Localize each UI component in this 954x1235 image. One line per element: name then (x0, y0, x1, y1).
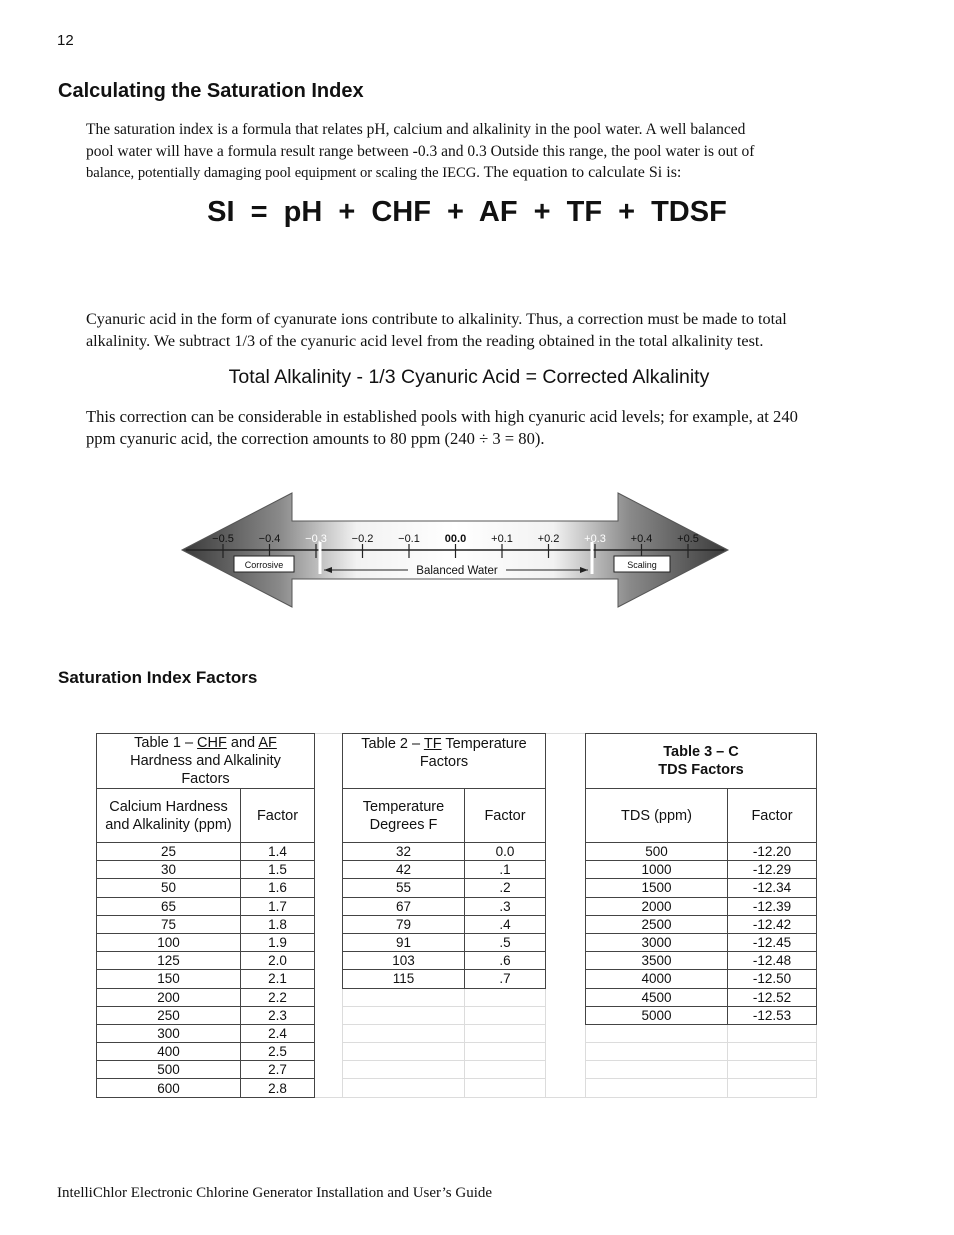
table-cell-value: 4000 (586, 970, 728, 988)
table-row (97, 1024, 315, 1042)
table-cell-value: 65 (97, 897, 241, 915)
table1-col-calcium: Calcium Hardness and Alkalinity (ppm) (97, 789, 241, 843)
table-row (586, 1079, 817, 1097)
table-row (343, 988, 546, 1006)
balanced-water-label: Balanced Water (416, 565, 498, 577)
table1-body (97, 843, 315, 1098)
table-row (97, 1079, 315, 1097)
table-cell-value: 100 (97, 933, 241, 951)
si-equation: SI = pH + CHF + AF + TF + TDSF (207, 196, 727, 228)
table-cell-factor: -12.50 (728, 970, 817, 988)
scale-tick-label: +0.4 (630, 533, 653, 545)
table-cell-empty (343, 1024, 465, 1042)
table-cell-factor: 2.5 (241, 1043, 315, 1061)
table-row (586, 1043, 817, 1061)
table-row (586, 861, 817, 879)
table-row (343, 843, 546, 861)
table2-body (343, 843, 546, 1098)
table-cell-empty (465, 1006, 546, 1024)
table-cell-empty (465, 1024, 546, 1042)
scale-tick-label: −0.1 (398, 533, 420, 545)
table-row (586, 915, 817, 933)
table-cell-value: 250 (97, 1006, 241, 1024)
table-cell-value: 3500 (586, 952, 728, 970)
table-cell-value: 50 (97, 879, 241, 897)
table-cell-value: 200 (97, 988, 241, 1006)
table-cell-factor: 0.0 (465, 843, 546, 861)
table-cell-factor: 1.9 (241, 933, 315, 951)
table-row (586, 952, 817, 970)
cyanuric-paragraph (86, 308, 846, 352)
table-cell-value: 2500 (586, 915, 728, 933)
table-row (343, 1024, 546, 1042)
table-cell-empty (343, 1006, 465, 1024)
table2-title-rest: Temperature Factors (419, 736, 527, 770)
table-cell-value: 1000 (586, 861, 728, 879)
table-cell-empty (728, 1024, 817, 1042)
table-row (97, 915, 315, 933)
table2-col-factor: Factor (465, 789, 546, 843)
gap-bottom-line (314, 1097, 342, 1098)
table1-col-factor: Factor (241, 789, 315, 843)
table-cell-empty (343, 988, 465, 1006)
table-cell-value: 30 (97, 861, 241, 879)
table-row (343, 879, 546, 897)
table-cell-factor: 1.5 (241, 861, 315, 879)
table-cell-factor: 2.3 (241, 1006, 315, 1024)
table-row (586, 988, 817, 1006)
table-cell-value: 2000 (586, 897, 728, 915)
table-cell-factor: 1.4 (241, 843, 315, 861)
table-cell-factor: -12.20 (728, 843, 817, 861)
table-cell-value: 400 (97, 1043, 241, 1061)
table-cell-value: 25 (97, 843, 241, 861)
table-cell-value: 3000 (586, 933, 728, 951)
table1-title-prefix: Table 1 – (134, 735, 198, 751)
table-row (343, 1006, 546, 1024)
table-row (343, 933, 546, 951)
table2-col-temp: Temperature Degrees F (343, 789, 465, 843)
table-row (343, 1061, 546, 1079)
scale-tick-label: 00.0 (444, 533, 467, 545)
table-cell-factor: 2.4 (241, 1024, 315, 1042)
table-cell-factor: -12.29 (728, 861, 817, 879)
scale-tick-label: −0.3 (305, 533, 327, 545)
table-cell-value: 42 (343, 861, 465, 879)
table-row (343, 952, 546, 970)
cyanuric-line: Cyanuric acid in the form of cyanurate ions contribute to alkalinity. Thus, a correction must be made to total (86, 310, 787, 328)
table-cell-value: 5000 (586, 1006, 728, 1024)
table-cell-factor: -12.39 (728, 897, 817, 915)
table-cell-factor: .3 (465, 897, 546, 915)
table-cell-factor: 2.2 (241, 988, 315, 1006)
table-row (97, 1043, 315, 1061)
table-row (586, 897, 817, 915)
table-gap-right (545, 733, 585, 1098)
table-row (343, 897, 546, 915)
table-cell-factor: 2.0 (241, 952, 315, 970)
table-row (97, 988, 315, 1006)
table-cell-factor: -12.42 (728, 915, 817, 933)
intro-line: pool water will have a formula result range between -0.3 and 0.3 Outside this range, the pool water is out of (86, 142, 755, 160)
gap-bottom-line (545, 1097, 585, 1098)
table-cell-factor: .7 (465, 970, 546, 988)
table-cell-value: 115 (343, 970, 465, 988)
table-cell-empty (728, 1079, 817, 1097)
section-title: Calculating the Saturation Index (58, 80, 364, 102)
table3-col-factor: Factor (728, 789, 817, 843)
table-cell-factor: 2.1 (241, 970, 315, 988)
table3-title-line1: Table 3 – C (663, 744, 739, 760)
table-row (343, 861, 546, 879)
table-cell-value: 1500 (586, 879, 728, 897)
table-cell-value: 600 (97, 1079, 241, 1097)
table-cell-factor: -12.34 (728, 879, 817, 897)
table-cell-value: 55 (343, 879, 465, 897)
table-cell-factor: 1.8 (241, 915, 315, 933)
table-tf (342, 733, 546, 1098)
table-cell-factor: .4 (465, 915, 546, 933)
table-row (97, 843, 315, 861)
intro-line (86, 162, 846, 185)
cyanuric-line: alkalinity. We subtract 1/3 of the cyanuric acid level from the reading obtained in the total alkalinity test. (86, 332, 764, 350)
table-tds (585, 733, 817, 1098)
table-row (343, 915, 546, 933)
table-cell-value: 79 (343, 915, 465, 933)
table-row (97, 970, 315, 988)
correction-line: This correction can be considerable in established pools with high cyanuric acid levels; for example, at 240 (86, 407, 798, 426)
table-cell-value: 75 (97, 915, 241, 933)
table-cell-empty (586, 1079, 728, 1097)
table-cell-empty (465, 1043, 546, 1061)
table-cell-factor: .1 (465, 861, 546, 879)
table-row (97, 933, 315, 951)
table2-title (343, 734, 546, 789)
table-row (586, 970, 817, 988)
table-cell-value: 500 (586, 843, 728, 861)
table-row (586, 933, 817, 951)
table-cell-empty (343, 1079, 465, 1097)
table2-title-tf: TF (423, 736, 442, 752)
table-row (97, 952, 315, 970)
table-cell-value: 32 (343, 843, 465, 861)
table-cell-factor: 1.7 (241, 897, 315, 915)
table-row (97, 1061, 315, 1079)
table-gap-left (314, 733, 342, 1098)
scale-tick-label: −0.5 (212, 533, 234, 545)
table-cell-factor: 1.6 (241, 879, 315, 897)
intro-line: The saturation index is a formula that relates pH, calcium and alkalinity in the pool water. A well balanced (86, 121, 746, 138)
scale-tick-label: −0.2 (351, 533, 374, 545)
table-cell-value: 300 (97, 1024, 241, 1042)
table1-title-rest: Hardness and Alkalinity Factors (130, 753, 281, 787)
table-cell-empty (343, 1061, 465, 1079)
table-row (586, 1061, 817, 1079)
table-cell-empty (586, 1043, 728, 1061)
scale-tick-label: +0.2 (537, 533, 560, 545)
table-cell-factor: 2.7 (241, 1061, 315, 1079)
corrosive-label: Corrosive (244, 560, 284, 570)
table-row (343, 970, 546, 988)
table1-title (97, 734, 315, 789)
table-cell-empty (586, 1061, 728, 1079)
intro-line-tail: The equation to calculate Si is: (479, 164, 682, 181)
corrected-alkalinity-formula: Total Alkalinity - 1/3 Cyanuric Acid = Corrected Alkalinity (228, 366, 710, 388)
table-cell-factor: -12.53 (728, 1006, 817, 1024)
table1-title-af: AF (258, 735, 277, 751)
table-cell-empty (465, 988, 546, 1006)
table-row (343, 1043, 546, 1061)
factors-title: Saturation Index Factors (58, 668, 258, 687)
table-row (97, 1006, 315, 1024)
table1-title-chf: CHF (197, 735, 227, 751)
table-chf-af (96, 733, 315, 1098)
scaling-label: Scaling (627, 560, 657, 570)
saturation-scale-diagram (176, 488, 736, 612)
table-cell-factor: -12.45 (728, 933, 817, 951)
scale-tick-label: +0.1 (491, 533, 513, 545)
intro-line-small: balance, potentially damaging pool equipment or scaling the IECG. (86, 165, 480, 181)
page-number: 12 (57, 32, 74, 49)
table-cell-empty (465, 1079, 546, 1097)
scale-tick-label: −0.4 (258, 533, 281, 545)
table-row (343, 1079, 546, 1097)
table-row (97, 897, 315, 915)
table-cell-value: 103 (343, 952, 465, 970)
table-row (97, 879, 315, 897)
table3-body (586, 843, 817, 1098)
table-cell-empty (728, 1061, 817, 1079)
footer-text: IntelliChlor Electronic Chlorine Generator Installation and User’s Guide (57, 1185, 493, 1201)
table-cell-value: 500 (97, 1061, 241, 1079)
correction-line: ppm cyanuric acid, the correction amounts to 80 ppm (240 ÷ 3 = 80). (86, 429, 545, 448)
table-cell-empty (465, 1061, 546, 1079)
table-cell-factor: .2 (465, 879, 546, 897)
correction-paragraph (86, 406, 846, 450)
table-cell-value: 4500 (586, 988, 728, 1006)
scale-tick-label: +0.3 (584, 533, 606, 545)
table-cell-factor: .6 (465, 952, 546, 970)
table-cell-value: 150 (97, 970, 241, 988)
table-cell-factor: -12.52 (728, 988, 817, 1006)
table3-title-line2: TDS Factors (658, 762, 744, 778)
table3-col-tds: TDS (ppm) (586, 789, 728, 843)
table-cell-value: 91 (343, 933, 465, 951)
table-cell-factor: -12.48 (728, 952, 817, 970)
table-cell-value: 125 (97, 952, 241, 970)
table-row (97, 861, 315, 879)
table-cell-empty (728, 1043, 817, 1061)
scale-tick-label: +0.5 (677, 533, 699, 545)
table-row (586, 1024, 817, 1042)
table-cell-value: 67 (343, 897, 465, 915)
table-cell-empty (586, 1024, 728, 1042)
table3-title (586, 734, 817, 789)
table-row (586, 843, 817, 861)
table1-title-and: and (226, 735, 259, 751)
table-row (586, 879, 817, 897)
table-cell-empty (343, 1043, 465, 1061)
table-cell-factor: 2.8 (241, 1079, 315, 1097)
table-row (586, 1006, 817, 1024)
table2-title-prefix: Table 2 – (361, 736, 424, 752)
table-cell-factor: .5 (465, 933, 546, 951)
intro-paragraph (86, 119, 846, 185)
